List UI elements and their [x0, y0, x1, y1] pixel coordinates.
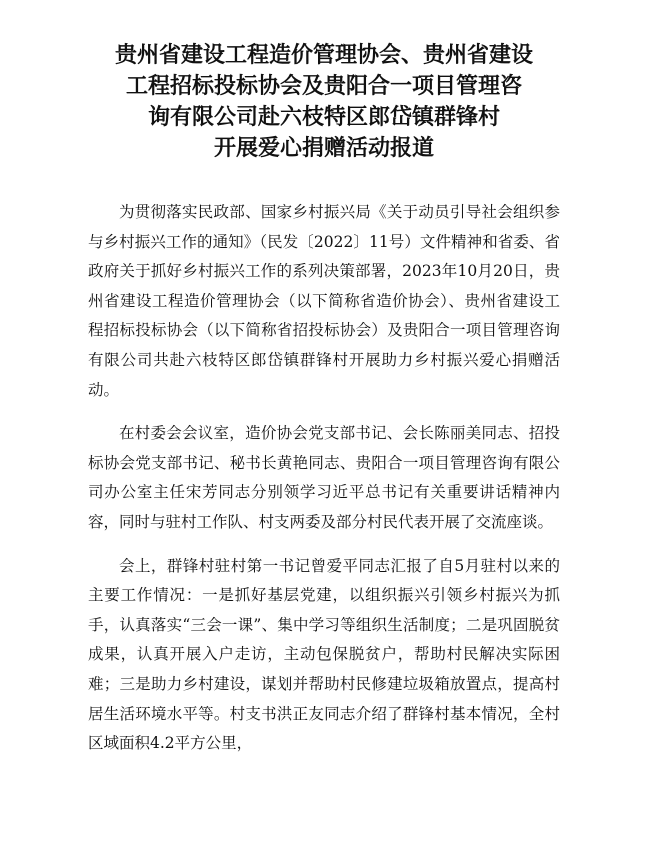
- title-line-2: 工程招标投标协会及贵阳合一项目管理咨: [125, 74, 522, 99]
- article-body: [88, 198, 560, 759]
- title-line-3: 询有限公司赴六枝特区郎岱镇群锋村: [147, 105, 500, 130]
- title-line-4: 开展爱心捐赠活动报道: [213, 136, 434, 161]
- article-title: [88, 40, 560, 164]
- paragraph-2: 在村委会会议室，造价协会党支部书记、会长陈丽美同志、招投标协会党支部书记、秘书长黄艳同志、贵阳合一项目管理咨询有限公司办公室主任宋芳同志分别领学习近平总书记有关重要讲话精神内容，同时与驻村工作队、村支两委及部分村民代表开展了交流座谈。: [88, 424, 560, 531]
- title-line-1: 贵州省建设工程造价管理协会、贵州省建设: [114, 43, 533, 68]
- paragraph-1: 为贯彻落实民政部、国家乡村振兴局《关于动员引导社会组织参与乡村振兴工作的通知》（民发〔2022〕11号）文件精神和省委、省政府关于抓好乡村振兴工作的系列决策部署，2023年10月20日，贵州省建设工程造价管理协会（以下简称省造价协会）、贵州省建设工程招标投标协会（以下简称省招投标协会）及贵阳合一项目管理咨询有限公司共赴六枝特区郎岱镇群锋村开展助力乡村振兴爱心捐赠活动。: [88, 203, 560, 399]
- paragraph-3: 会上，群锋村驻村第一书记曾爱平同志汇报了自5月驻村以来的主要工作情况：一是抓好基层党建，以组织振兴引领乡村振兴为抓手，认真落实“三会一课”、集中学习等组织生活制度；二是巩固脱贫成果，认真开展入户走访，主动包保脱贫户，帮助村民解决实际困难；三是助力乡村建设，谋划并帮助村民修建垃圾箱放置点，提高村居生活环境水平等。村支书洪正友同志介绍了群锋村基本情况，全村区域面积4.2平方公里，: [88, 556, 560, 753]
